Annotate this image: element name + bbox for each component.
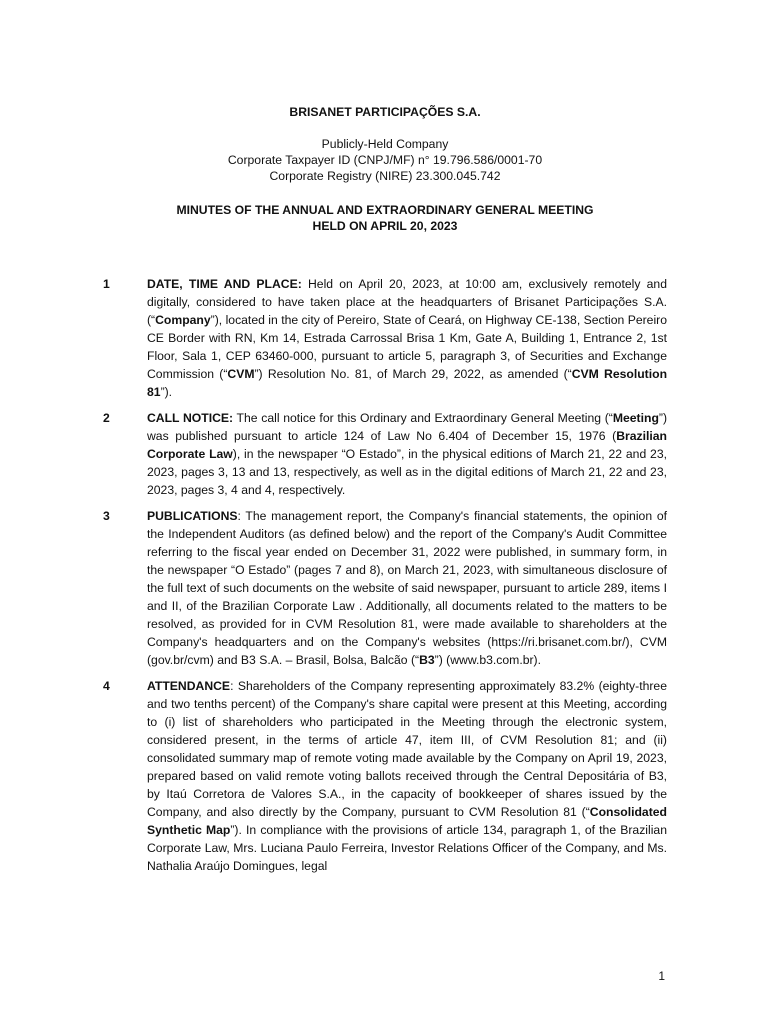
bold-term: DATE, TIME AND PLACE: — [147, 277, 302, 291]
section-number: 1 — [103, 277, 110, 291]
nire-line: Corporate Registry (NIRE) 23.300.045.742 — [269, 169, 501, 183]
bold-term: Consolidated Synthetic Map — [147, 805, 667, 837]
text-run: ”). — [160, 385, 173, 399]
text-run: : The management report, the Company's financial statements, the opinion of the Independent Auditors (as defined below) and the report of the Company's Audit Committee referring to the fiscal year ended on December 31, 2022 were published, in summary form, in the newspaper “O Estado” (pages 7 and 8), on March 21, 2023, with simultaneous disclosure of the full text of such documents on the website of said newspaper, pursuant to article 289, items I and II, of the Brazilian Corporate Law . Additionally, all documents related to the matters to be resolved, as provided for in CVM Resolution 81, were made available to shareholders at the Company's headquarters and on the Company's websites (https://ri.brisanet.com.br/), CVM (gov.br/cvm) and B3 S.A. – Brasil, Bolsa, Balcão (“ — [147, 509, 667, 667]
section-text — [147, 677, 667, 875]
bold-term: Brazilian Corporate Law — [147, 429, 667, 461]
section-number: 2 — [103, 411, 110, 425]
bold-term: ATTENDANCE — [147, 679, 231, 693]
text-run: ”), located in the city of Pereiro, State of Ceará, on Highway CE-138, Section Pereiro CE Border with RN, Km 14, Estrada Carrossal Brisa 1 Km, Gate A, Building 1, Entrance 2, 1st Floor, Sala 1, CEP 63460-000, pursuant to article 5, paragraph 3, of Securities and Exchange Commission (“ — [147, 313, 667, 381]
minutes-sections — [0, 275, 770, 883]
bold-term: CALL NOTICE: — [147, 411, 234, 425]
text-run: Held on April 20, 2023, at 10:00 am, exclusively remotely and digitally, considered to have taken place at the headquarters of Brisanet Participações S.A. (“ — [147, 277, 667, 327]
text-run: The call notice for this Ordinary and Extraordinary General Meeting (“ — [233, 411, 613, 425]
document-header — [0, 104, 770, 234]
text-run: ”) was published pursuant to article 124 of Law No 6.404 of December 15, 1976 ( — [147, 411, 668, 443]
title-line-1: MINUTES OF THE ANNUAL AND EXTRAORDINARY GENERAL MEETING — [176, 203, 594, 217]
minutes-section — [0, 507, 770, 669]
text-run: ), in the newspaper “O Estado”, in the physical editions of March 21, 22 and 23, 2023, pages 3, 13 and 13, respectively, as well as in the digital editions of March 21, 22 and 23, 2023, pages 3, 4 and 4, respectively. — [147, 447, 667, 497]
section-text — [147, 507, 667, 669]
bold-term: Meeting — [612, 411, 659, 425]
text-run: ”) (www.b3.com.br). — [434, 653, 541, 667]
page-number: 1 — [658, 969, 665, 983]
bold-term: Company — [155, 313, 211, 327]
minutes-section — [0, 677, 770, 875]
minutes-title — [0, 202, 770, 234]
company-name: BRISANET PARTICIPAÇÕES S.A. — [289, 105, 481, 119]
bold-term: B3 — [419, 653, 435, 667]
section-number: 3 — [103, 509, 110, 523]
bold-term: CVM Resolution 81 — [147, 367, 668, 399]
text-run: : Shareholders of the Company representing approximately 83.2% (eighty-three and two tenths percent) of the Company's share capital were present at this Meeting, according to (i) list of shareholders who participated in the Meeting through the electronic system, considered present, in the terms of article 47, item III, of CVM Resolution 81; and (ii) consolidated summary map of remote voting made available by the Company on April 19, 2023, prepared based on valid remote voting ballots received through the Central Depositária of B3, by Itaú Corretora de Valores S.A., in the capacity of bookkeeper of shares issued by the Company, and also directly by the Company, pursuant to CVM Resolution 81 (“ — [147, 679, 667, 819]
cnpj-line: Corporate Taxpayer ID (CNPJ/MF) n° 19.796.586/0001-70 — [227, 153, 543, 167]
company-type: Publicly-Held Company — [321, 137, 449, 151]
section-text — [147, 409, 667, 499]
bold-term: CVM — [227, 367, 255, 381]
bold-term: PUBLICATIONS — [147, 509, 238, 523]
text-run: ”) Resolution No. 81, of March 29, 2022, as amended (“ — [254, 367, 572, 381]
minutes-section — [0, 409, 770, 499]
section-text — [147, 275, 667, 401]
text-run: ”). In compliance with the provisions of article 134, paragraph 1, of the Brazilian Corporate Law, Mrs. Luciana Paulo Ferreira, Investor Relations Officer of the Company, and Ms. Nathalia Araújo Domingues, legal — [147, 823, 667, 873]
section-number: 4 — [103, 679, 110, 693]
title-line-2: HELD ON APRIL 20, 2023 — [312, 219, 458, 233]
minutes-section — [0, 275, 770, 401]
